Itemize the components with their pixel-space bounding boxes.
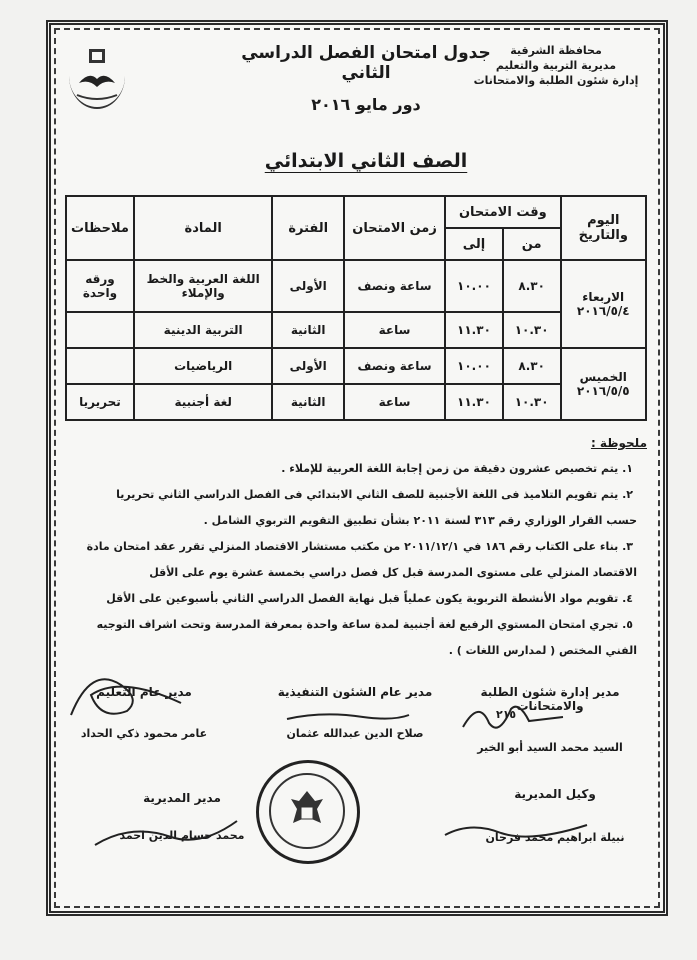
note-continuation: الفني المختص ( لمدارس اللغات ) . [448, 644, 637, 657]
stamp-inner-ring [269, 773, 345, 849]
signature-scribble-icon [283, 705, 413, 733]
time-from: ١٠.٣٠ [503, 312, 561, 348]
header-period: الفترة [272, 196, 344, 260]
signature-title: مدير عام التعليم [96, 685, 192, 699]
note-number: ٥. [622, 618, 633, 631]
time-to: ١١.٣٠ [445, 312, 503, 348]
table-row [66, 384, 646, 420]
signature-mark: ٢١٥ [496, 708, 517, 721]
notes-cell [66, 312, 134, 348]
header-from: من [503, 228, 561, 260]
signature-scribble-icon [441, 815, 591, 849]
duration-cell: ساعة ونصف [344, 260, 445, 312]
org-line: محافظة الشرقية [510, 44, 602, 57]
org-line: إدارة شئون الطلبة والامتحانات [473, 74, 639, 87]
day-date: ٢٠١٦/٥/٤ [576, 304, 630, 318]
note-text: يتم تقويم التلاميذ فى اللغة الأجنبية للصف الثاني الابتدائي فى الفصل الدراسي الثاني تحريريا [116, 488, 619, 501]
duration-cell: ساعة [344, 384, 445, 420]
time-from: ٨.٣٠ [503, 348, 561, 384]
org-header [471, 43, 641, 88]
day-cell [561, 348, 647, 420]
day-date: ٢٠١٦/٥/٥ [576, 384, 630, 398]
notes-cell [66, 348, 134, 384]
signature-scribble-icon [61, 655, 191, 729]
exam-schedule-table [65, 195, 647, 421]
signature-name: عامر محمود ذكي الحداد [80, 727, 208, 740]
exam-session: دور مايو ٢٠١٦ [311, 95, 421, 114]
subject-cell: اللغة العربية والخط والإملاء [134, 260, 273, 312]
note-item [65, 482, 647, 508]
note-number: ٢. [622, 488, 633, 501]
header-time: وقت الامتحان [445, 196, 560, 228]
time-to: ١٠.٠٠ [445, 348, 503, 384]
note-continuation: حسب القرار الوزاري رقم ٣١٣ لسنة ٢٠١١ بشأن تطبيق التقويم التربوي الشامل . [203, 514, 637, 527]
note-item [65, 456, 647, 482]
signature-name: السيد محمد السيد أبو الخير [477, 741, 623, 754]
day-name: الاربعاء [582, 290, 625, 304]
notes-cell: تحريريا [66, 384, 134, 420]
signature-name: محمد حسام الدين احمد [119, 829, 245, 842]
time-to: ١١.٣٠ [445, 384, 503, 420]
signature-name: صلاح الدين عبدالله عثمان [286, 727, 424, 740]
subject-cell: الرياضيات [134, 348, 273, 384]
note-number: ١. [622, 462, 633, 475]
signature-title: مدير عام الشئون التنفيذية [277, 685, 433, 699]
subject-cell: التربية الدينية [134, 312, 273, 348]
note-continuation: الاقتصاد المنزلي على مستوى المدرسة قبل كل فصل دراسي بخمسة عشرة يوم على الأقل [149, 566, 637, 579]
table-row [66, 260, 646, 312]
period-cell: الأولى [272, 260, 344, 312]
document-title-block [241, 43, 491, 114]
eagle-logo-icon [69, 43, 125, 109]
note-item [65, 534, 647, 560]
note-text: بناء على الكتاب رقم ١٨٦ في ٢٠١١/١٢/١ من مكتب مستشار الاقتصاد المنزلي تقرر عقد امتحان مادة [86, 540, 619, 553]
note-item [65, 586, 647, 612]
duration-cell: ساعة [344, 312, 445, 348]
time-from: ١٠.٣٠ [503, 384, 561, 420]
note-text: يتم تخصيص عشرون دقيقة من زمن إجابة اللغة العربية للإملاء . [281, 462, 619, 475]
signature-title: مدير إدارة شئون الطلبة والامتحانات [480, 685, 620, 713]
period-cell: الثانية [272, 384, 344, 420]
notes-cell: ورقه واحدة [66, 260, 134, 312]
header-duration: زمن الامتحان [344, 196, 445, 260]
period-cell: الثانية [272, 312, 344, 348]
header-subject: المادة [134, 196, 273, 260]
note-number: ٣. [622, 540, 633, 553]
header-day: اليوم والتاريخ [561, 196, 647, 260]
org-line: مديرية التربية والتعليم [495, 59, 617, 72]
subject-cell: لغة أجنبية [134, 384, 273, 420]
header-to: إلى [445, 228, 503, 260]
time-from: ٨.٣٠ [503, 260, 561, 312]
notes-title: ملحوظة : [590, 436, 647, 450]
grade-title: الصف الثاني الابتدائي [264, 150, 468, 172]
table-row [66, 348, 646, 384]
day-name: الخميس [579, 370, 627, 384]
signature-name: نبيلة ابراهيم محمد فرحان [485, 831, 625, 844]
signature-scribble-icon [91, 815, 241, 859]
time-to: ١٠.٠٠ [445, 260, 503, 312]
day-cell [561, 260, 647, 348]
table-row [66, 312, 646, 348]
note-number: ٤. [622, 592, 633, 605]
note-text: تقويم مواد الأنشطة التربوية يكون عملياً قبل نهاية الفصل الدراسي الثاني بأسبوعين على الأقل [106, 592, 619, 605]
official-stamp-icon [256, 760, 360, 864]
period-cell: الأولى [272, 348, 344, 384]
header-notes: ملاحظات [66, 196, 134, 260]
document-title: جدول امتحان الفصل الدراسي الثاني [241, 43, 491, 83]
duration-cell: ساعة ونصف [344, 348, 445, 384]
note-item [65, 612, 647, 638]
signature-title: مدير المديرية [143, 791, 221, 805]
notes-section [65, 430, 647, 664]
signature-title: وكيل المديرية [514, 787, 596, 801]
note-text: تجري امتحان المستوي الرفيع لغة أجنبية لمدة ساعة واحدة بمعرفة المدرسة وتحت اشراف التوجيه [96, 618, 619, 631]
document-sheet [46, 20, 668, 916]
